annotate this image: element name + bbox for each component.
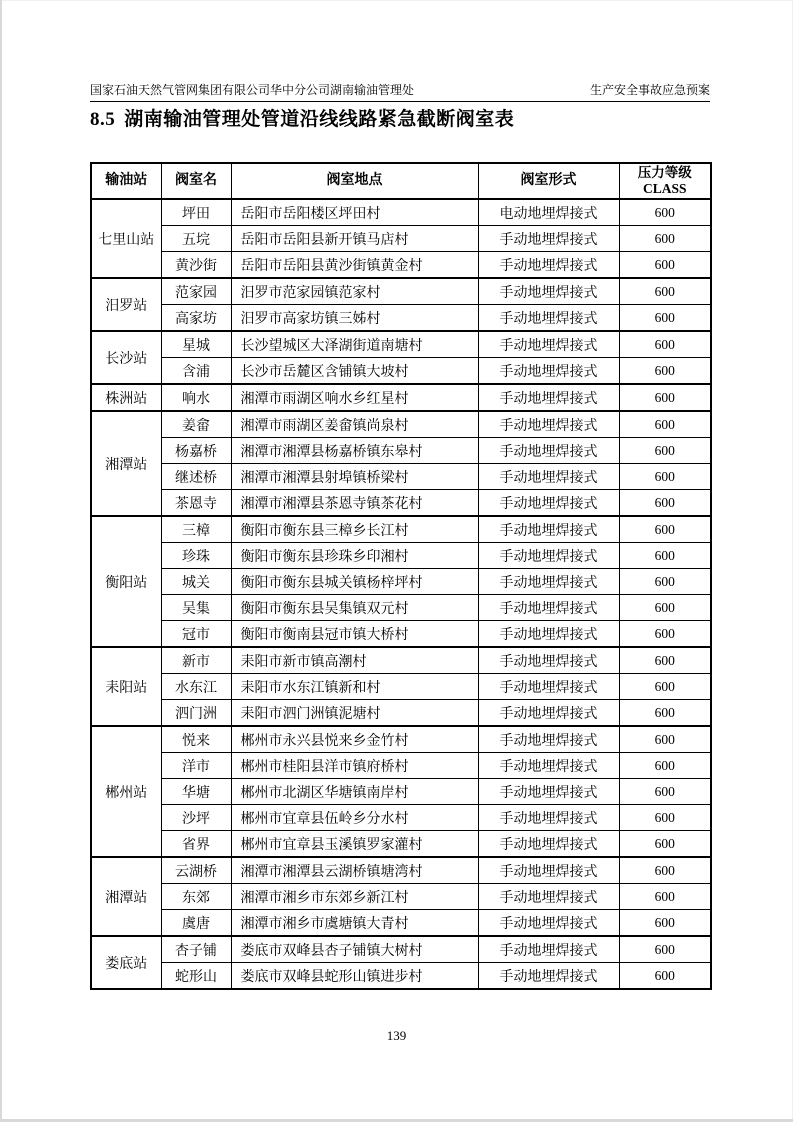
location-cell: 湘潭市湘潭县射埠镇桥梁村 [231,464,478,490]
valve-row [91,910,711,937]
valve-type-cell: 手动地埋焊接式 [478,358,619,385]
valve-type-cell: 手动地埋焊接式 [478,910,619,937]
valve-name-cell: 杏子铺 [161,936,231,963]
pressure-class-cell: 600 [619,936,711,963]
header-left-text: 国家石油天然气管网集团有限公司华中分公司湖南输油管理处 [90,83,415,97]
valve-row [91,621,711,648]
valve-row [91,438,711,464]
location-cell: 衡阳市衡东县珍珠乡印湘村 [231,543,478,569]
valve-name-cell: 云湖桥 [161,857,231,884]
valve-type-cell: 手动地埋焊接式 [478,884,619,910]
valve-name-cell: 茶恩寺 [161,490,231,517]
valve-name-cell: 含浦 [161,358,231,385]
pressure-class-cell: 600 [619,910,711,937]
pressure-class-cell: 600 [619,831,711,858]
valve-type-cell: 手动地埋焊接式 [478,857,619,884]
valve-row [91,543,711,569]
valve-row [91,674,711,700]
col-header-pressure-class [619,163,711,199]
valve-type-cell: 手动地埋焊接式 [478,936,619,963]
station-cell: 七里山站 [91,199,161,278]
location-cell: 岳阳市岳阳楼区坪田村 [231,199,478,226]
valve-type-cell: 手动地埋焊接式 [478,490,619,517]
pressure-class-cell: 600 [619,857,711,884]
location-cell: 湘潭市湘乡市东郊乡新江村 [231,884,478,910]
valve-type-cell: 手动地埋焊接式 [478,331,619,358]
pressure-header-line2: CLASS [642,181,687,196]
station-cell: 汨罗站 [91,278,161,331]
location-cell: 衡阳市衡南县冠市镇大桥村 [231,621,478,648]
pressure-class-cell: 600 [619,805,711,831]
valve-type-cell: 手动地埋焊接式 [478,543,619,569]
valve-name-cell: 泗门洲 [161,700,231,727]
valve-row [91,647,711,674]
location-cell: 岳阳市岳阳县黄沙街镇黄金村 [231,252,478,279]
location-cell: 郴州市永兴县悦来乡金竹村 [231,726,478,753]
pressure-class-cell: 600 [619,700,711,727]
valve-type-cell: 手动地埋焊接式 [478,226,619,252]
location-cell: 郴州市宜章县玉溪镇罗家灌村 [231,831,478,858]
valve-row [91,753,711,779]
valve-row [91,726,711,753]
location-cell: 郴州市北湖区华塘镇南岸村 [231,779,478,805]
valve-name-cell: 城关 [161,569,231,595]
section-heading: 湖南输油管理处管道沿线线路紧急截断阀室表 [124,109,515,130]
station-cell: 郴州站 [91,726,161,857]
valve-name-cell: 五垸 [161,226,231,252]
station-cell: 湘潭站 [91,411,161,516]
valve-name-cell: 新市 [161,647,231,674]
page-header [90,83,710,102]
pressure-header-line1: 压力等级 [637,165,692,181]
valve-name-cell: 洋市 [161,753,231,779]
valve-type-cell: 手动地埋焊接式 [478,411,619,438]
pressure-class-cell: 600 [619,438,711,464]
valve-name-cell: 范家园 [161,278,231,305]
table-header-row [91,163,711,199]
valve-type-cell: 手动地埋焊接式 [478,621,619,648]
valve-row [91,331,711,358]
section-title [90,104,710,131]
location-cell: 长沙望城区大泽湖街道南塘村 [231,331,478,358]
station-cell: 耒阳站 [91,647,161,726]
valve-row [91,384,711,411]
pressure-class-cell: 600 [619,199,711,226]
valve-row [91,595,711,621]
valve-row [91,700,711,727]
station-cell: 衡阳站 [91,516,161,647]
valve-type-cell: 手动地埋焊接式 [478,516,619,543]
pressure-class-cell: 600 [619,331,711,358]
valve-type-cell: 手动地埋焊接式 [478,305,619,332]
pressure-class-cell: 600 [619,621,711,648]
valve-name-cell: 黄沙街 [161,252,231,279]
pressure-class-cell: 600 [619,753,711,779]
location-cell: 湘潭市湘潭县茶恩寺镇茶花村 [231,490,478,517]
pressure-class-cell: 600 [619,226,711,252]
valve-type-cell: 手动地埋焊接式 [478,726,619,753]
valve-name-cell: 杨嘉桥 [161,438,231,464]
valve-type-cell: 手动地埋焊接式 [478,252,619,279]
valve-name-cell: 星城 [161,331,231,358]
valve-row [91,490,711,517]
valve-row [91,569,711,595]
location-cell: 郴州市宜章县伍岭乡分水村 [231,805,478,831]
valve-type-cell: 手动地埋焊接式 [478,700,619,727]
valve-row [91,252,711,279]
valve-type-cell: 手动地埋焊接式 [478,831,619,858]
valve-name-cell: 虞唐 [161,910,231,937]
location-cell: 湘潭市湘潭县杨嘉桥镇东皋村 [231,438,478,464]
valve-name-cell: 沙坪 [161,805,231,831]
pressure-class-cell: 600 [619,963,711,990]
pressure-class-cell: 600 [619,490,711,517]
valve-row [91,516,711,543]
pressure-class-cell: 600 [619,569,711,595]
valve-name-cell: 响水 [161,384,231,411]
valve-type-cell: 手动地埋焊接式 [478,805,619,831]
valve-name-cell: 姜畲 [161,411,231,438]
valve-name-cell: 悦来 [161,726,231,753]
valve-type-cell: 手动地埋焊接式 [478,595,619,621]
pressure-class-cell: 600 [619,647,711,674]
valve-name-cell: 水东江 [161,674,231,700]
valve-row [91,779,711,805]
valve-name-cell: 华塘 [161,779,231,805]
col-header-location: 阀室地点 [231,163,478,199]
location-cell: 衡阳市衡东县吴集镇双元村 [231,595,478,621]
location-cell: 耒阳市新市镇高潮村 [231,647,478,674]
location-cell: 汨罗市高家坊镇三姊村 [231,305,478,332]
station-cell: 株洲站 [91,384,161,411]
valve-name-cell: 蛇形山 [161,963,231,990]
location-cell: 郴州市桂阳县洋市镇府桥村 [231,753,478,779]
valve-name-cell: 高家坊 [161,305,231,332]
valve-row [91,411,711,438]
location-cell: 衡阳市衡东县三樟乡长江村 [231,516,478,543]
valve-type-cell: 手动地埋焊接式 [478,963,619,990]
location-cell: 娄底市双峰县蛇形山镇进步村 [231,963,478,990]
valve-type-cell: 手动地埋焊接式 [478,438,619,464]
valve-name-cell: 东郊 [161,884,231,910]
valve-row [91,226,711,252]
pressure-class-cell: 600 [619,305,711,332]
pressure-class-cell: 600 [619,252,711,279]
station-cell: 长沙站 [91,331,161,384]
valve-row [91,831,711,858]
valve-type-cell: 手动地埋焊接式 [478,647,619,674]
valve-name-cell: 冠市 [161,621,231,648]
station-cell: 湘潭站 [91,857,161,936]
pressure-class-cell: 600 [619,384,711,411]
location-cell: 衡阳市衡东县城关镇杨梓坪村 [231,569,478,595]
col-header-valve-type: 阀室形式 [478,163,619,199]
pressure-class-cell: 600 [619,411,711,438]
valve-type-cell: 手动地埋焊接式 [478,779,619,805]
valve-name-cell: 坪田 [161,199,231,226]
col-header-station: 输油站 [91,163,161,199]
location-cell: 湘潭市湘乡市虞塘镇大青村 [231,910,478,937]
valve-row [91,963,711,990]
valve-type-cell: 手动地埋焊接式 [478,569,619,595]
pressure-class-cell: 600 [619,278,711,305]
valve-name-cell: 三樟 [161,516,231,543]
valve-type-cell: 手动地埋焊接式 [478,384,619,411]
location-cell: 耒阳市泗门洲镇泥塘村 [231,700,478,727]
location-cell: 湘潭市雨湖区响水乡红星村 [231,384,478,411]
location-cell: 娄底市双峰县杏子铺镇大树村 [231,936,478,963]
valve-type-cell: 手动地埋焊接式 [478,278,619,305]
valve-row [91,305,711,332]
valve-name-cell: 珍珠 [161,543,231,569]
location-cell: 长沙市岳麓区含铺镇大坡村 [231,358,478,385]
pressure-class-cell: 600 [619,464,711,490]
station-cell: 娄底站 [91,936,161,989]
pressure-class-cell: 600 [619,358,711,385]
header-right-text: 生产安全事故应急预案 [589,83,710,97]
valve-row [91,936,711,963]
location-cell: 湘潭市湘潭县云湖桥镇塘湾村 [231,857,478,884]
valve-row [91,464,711,490]
valve-row [91,278,711,305]
valve-row [91,358,711,385]
valve-name-cell: 吴集 [161,595,231,621]
valve-row [91,857,711,884]
pressure-class-cell: 600 [619,543,711,569]
valve-table [90,162,712,990]
section-number: 8.5 [90,109,116,130]
location-cell: 岳阳市岳阳县新开镇马店村 [231,226,478,252]
pressure-class-cell: 600 [619,779,711,805]
valve-type-cell: 手动地埋焊接式 [478,674,619,700]
pressure-class-cell: 600 [619,674,711,700]
valve-row [91,884,711,910]
pressure-class-cell: 600 [619,516,711,543]
pressure-class-cell: 600 [619,884,711,910]
page-number: 139 [386,1028,407,1043]
valve-name-cell: 省界 [161,831,231,858]
valve-type-cell: 手动地埋焊接式 [478,753,619,779]
pressure-class-cell: 600 [619,595,711,621]
pressure-class-cell: 600 [619,726,711,753]
col-header-valve-name: 阀室名 [161,163,231,199]
valve-type-cell: 电动地埋焊接式 [478,199,619,226]
location-cell: 汨罗市范家园镇范家村 [231,278,478,305]
valve-row [91,805,711,831]
location-cell: 耒阳市水东江镇新和村 [231,674,478,700]
valve-name-cell: 继述桥 [161,464,231,490]
valve-type-cell: 手动地埋焊接式 [478,464,619,490]
location-cell: 湘潭市雨湖区姜畲镇尚泉村 [231,411,478,438]
valve-row [91,199,711,226]
